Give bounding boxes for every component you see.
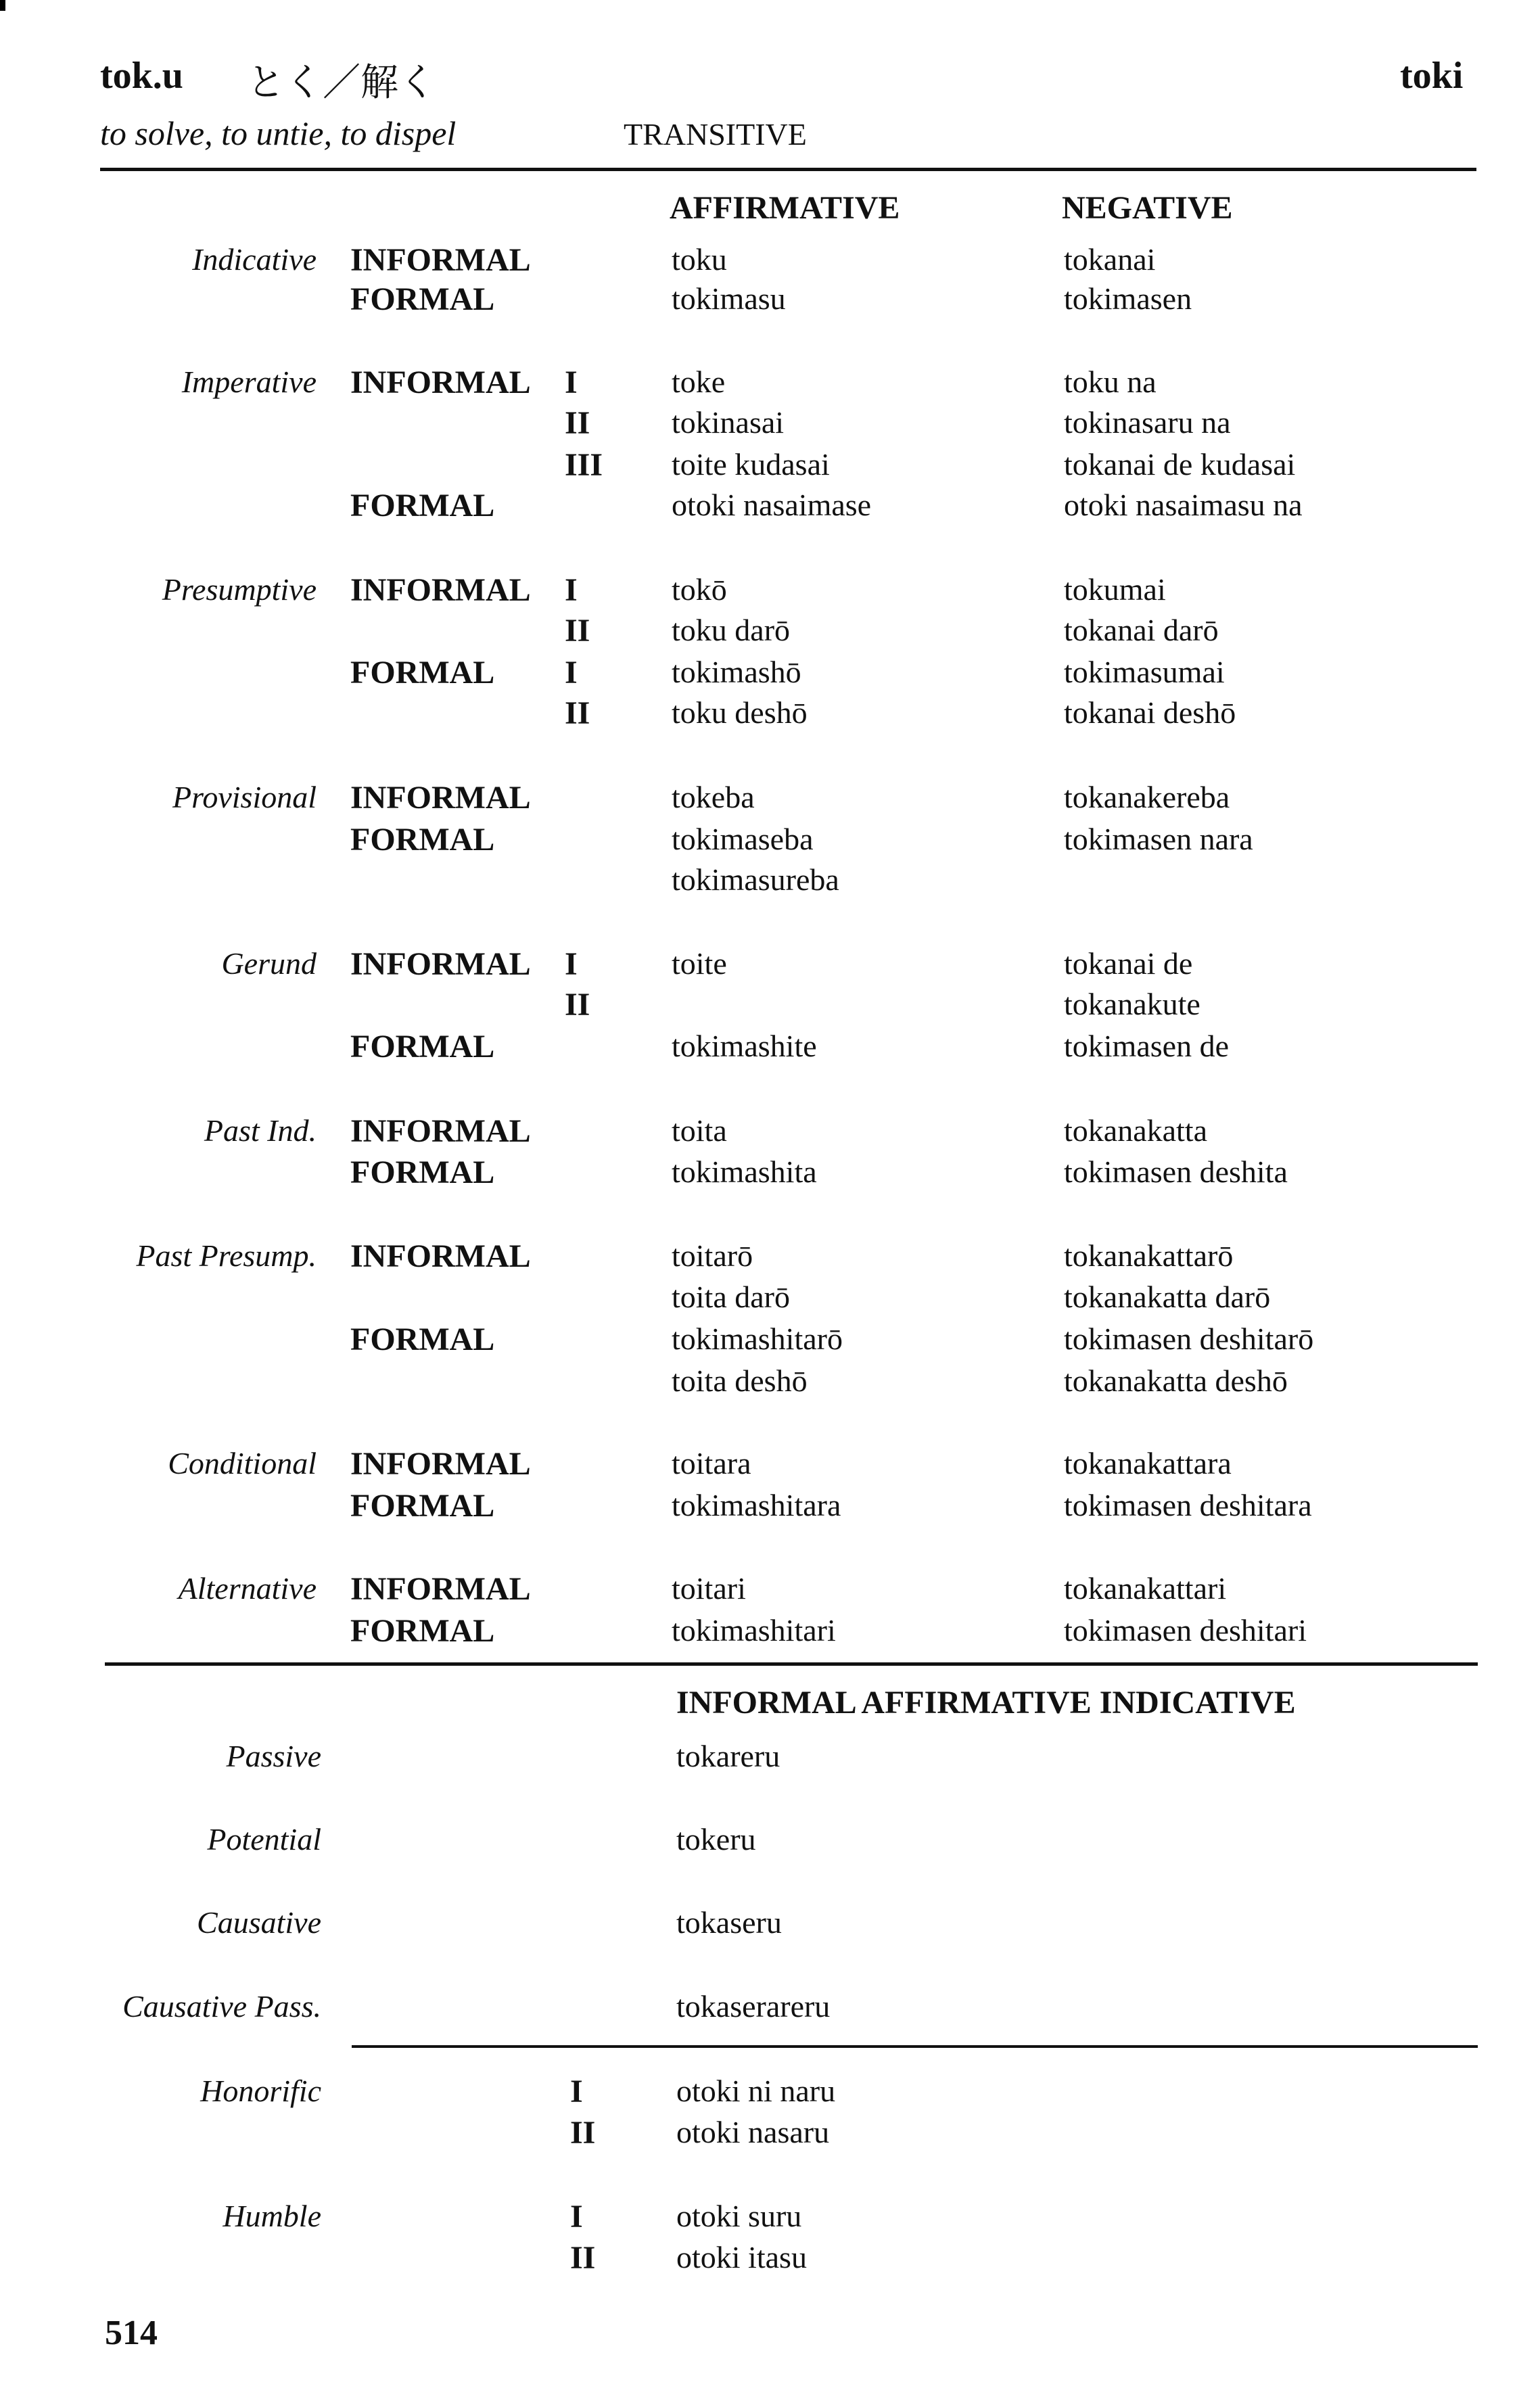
negative-form: tokimasen deshitarō <box>1064 1322 1314 1356</box>
form-number: I <box>565 572 578 608</box>
page-corner-mark <box>0 0 5 11</box>
negative-form: tokimasen deshitara <box>1064 1488 1312 1522</box>
polite-form-number: I <box>570 2199 583 2235</box>
formality-label: INFORMAL <box>350 946 531 982</box>
affirmative-form: toitara <box>672 1446 751 1480</box>
polite-section-rule <box>352 2045 1478 2048</box>
affirmative-form: tokō <box>672 572 727 607</box>
affirmative-form: toite <box>672 946 727 981</box>
tense-label: Imperative <box>181 365 317 399</box>
formality-label: INFORMAL <box>350 1113 531 1149</box>
tense-label: Past Presump. <box>136 1238 317 1273</box>
negative-form: tokanakatta deshō <box>1064 1363 1288 1398</box>
verb-kana: とく／解く <box>247 61 436 105</box>
affirmative-form: toita <box>672 1113 727 1148</box>
polite-form-value: otoki itasu <box>676 2240 807 2274</box>
tense-label: Indicative <box>192 242 317 277</box>
formality-label: INFORMAL <box>350 1571 531 1607</box>
formality-label: INFORMAL <box>350 365 531 400</box>
formality-label: FORMAL <box>350 1613 495 1649</box>
negative-form: tokanakattara <box>1064 1446 1232 1480</box>
form-number: I <box>565 365 578 400</box>
form-number: I <box>565 946 578 982</box>
formality-label: FORMAL <box>350 281 495 317</box>
formality-label: FORMAL <box>350 1154 495 1190</box>
negative-form: tokanai darō <box>1064 613 1219 647</box>
affirmative-form: toke <box>672 365 726 399</box>
polite-form-label: Humble <box>223 2199 321 2233</box>
affirmative-form: toku <box>672 242 727 277</box>
negative-form: tokimasen deshitari <box>1064 1613 1307 1647</box>
affirmative-form: toitarō <box>672 1238 753 1273</box>
derived-form-label: Causative <box>197 1905 321 1940</box>
formality-label: FORMAL <box>350 488 495 523</box>
derived-forms-heading: INFORMAL AFFIRMATIVE INDICATIVE <box>676 1685 1296 1721</box>
polite-form-number: II <box>570 2240 596 2276</box>
affirmative-form: tokinasai <box>672 405 785 440</box>
affirmative-form: tokimashite <box>672 1029 817 1063</box>
formality-label: FORMAL <box>350 822 495 858</box>
tense-label: Gerund <box>221 946 317 981</box>
affirmative-form: tokimashita <box>672 1154 817 1189</box>
section-rule <box>105 1662 1478 1666</box>
form-number: III <box>565 447 603 483</box>
derived-form-value: tokeru <box>676 1822 756 1856</box>
formality-label: INFORMAL <box>350 1446 531 1482</box>
derived-form-value: tokaserareru <box>676 1989 831 2024</box>
formality-label: INFORMAL <box>350 780 531 816</box>
affirmative-form: tokimasureba <box>672 862 839 897</box>
formality-label: INFORMAL <box>350 1238 531 1274</box>
affirmative-form: tokimaseba <box>672 822 814 856</box>
affirmative-column-header: AFFIRMATIVE <box>670 190 900 226</box>
negative-form: tokimasen nara <box>1064 822 1253 856</box>
formality-label: INFORMAL <box>350 242 531 278</box>
affirmative-form: otoki nasaimase <box>672 488 872 522</box>
derived-form-value: tokaseru <box>676 1905 782 1940</box>
affirmative-form: toita deshō <box>672 1363 808 1398</box>
formality-label: FORMAL <box>350 655 495 691</box>
negative-form: tokimasen deshita <box>1064 1154 1288 1189</box>
page-number: 514 <box>105 2314 158 2352</box>
formality-label: FORMAL <box>350 1322 495 1357</box>
negative-form: tokinasaru na <box>1064 405 1231 440</box>
tense-label: Presumptive <box>162 572 317 607</box>
affirmative-form: tokeba <box>672 780 755 814</box>
negative-form: tokanai deshō <box>1064 695 1236 730</box>
polite-form-value: otoki suru <box>676 2199 802 2233</box>
derived-form-label: Causative Pass. <box>122 1989 321 2024</box>
polite-form-number: II <box>570 2115 596 2151</box>
verb-gloss: to solve, to untie, to dispel <box>100 114 457 152</box>
affirmative-form: tokimashitara <box>672 1488 841 1522</box>
form-number: I <box>565 655 578 691</box>
negative-form: tokanakatta <box>1064 1113 1208 1148</box>
negative-form: tokimasen <box>1064 281 1192 316</box>
derived-form-label: Potential <box>207 1822 321 1856</box>
negative-form: tokanakattarō <box>1064 1238 1234 1273</box>
tense-label: Alternative <box>178 1571 317 1606</box>
polite-form-label: Honorific <box>200 2074 321 2108</box>
affirmative-form: toku darō <box>672 613 791 647</box>
negative-form: toku na <box>1064 365 1157 399</box>
formality-label: INFORMAL <box>350 572 531 608</box>
polite-form-value: otoki nasaru <box>676 2115 830 2149</box>
form-number: II <box>565 405 590 441</box>
negative-form: tokimasumai <box>1064 655 1225 689</box>
negative-form: tokanakute <box>1064 987 1200 1021</box>
affirmative-form: tokimashitari <box>672 1613 836 1647</box>
header-rule <box>100 168 1476 171</box>
negative-form: tokanakatta darō <box>1064 1280 1271 1314</box>
negative-form: tokanakattari <box>1064 1571 1227 1606</box>
running-head: toki <box>1400 55 1464 97</box>
form-number: II <box>565 987 590 1023</box>
negative-form: tokanai de <box>1064 946 1193 981</box>
form-number: II <box>565 695 590 731</box>
negative-form: tokumai <box>1064 572 1166 607</box>
polite-form-value: otoki ni naru <box>676 2074 836 2108</box>
negative-column-header: NEGATIVE <box>1062 190 1233 226</box>
affirmative-form: tokimashitarō <box>672 1322 843 1356</box>
negative-form: otoki nasaimasu na <box>1064 488 1303 522</box>
affirmative-form: tokimasu <box>672 281 786 316</box>
formality-label: FORMAL <box>350 1488 495 1524</box>
negative-form: tokanakereba <box>1064 780 1230 814</box>
affirmative-form: tokimashō <box>672 655 801 689</box>
negative-form: tokimasen de <box>1064 1029 1229 1063</box>
negative-form: tokanai de kudasai <box>1064 447 1296 482</box>
negative-form: tokanai <box>1064 242 1156 277</box>
affirmative-form: toku deshō <box>672 695 808 730</box>
tense-label: Provisional <box>172 780 317 814</box>
affirmative-form: toite kudasai <box>672 447 830 482</box>
affirmative-form: toitari <box>672 1571 746 1606</box>
formality-label: FORMAL <box>350 1029 495 1065</box>
verb-headword: tok.u <box>100 55 183 97</box>
derived-form-value: tokareru <box>676 1739 780 1773</box>
affirmative-form: toita darō <box>672 1280 790 1314</box>
derived-form-label: Passive <box>226 1739 321 1773</box>
transitivity-label: TRANSITIVE <box>624 117 807 151</box>
polite-form-number: I <box>570 2074 583 2109</box>
tense-label: Conditional <box>168 1446 317 1480</box>
tense-label: Past Ind. <box>204 1113 317 1148</box>
form-number: II <box>565 613 590 649</box>
